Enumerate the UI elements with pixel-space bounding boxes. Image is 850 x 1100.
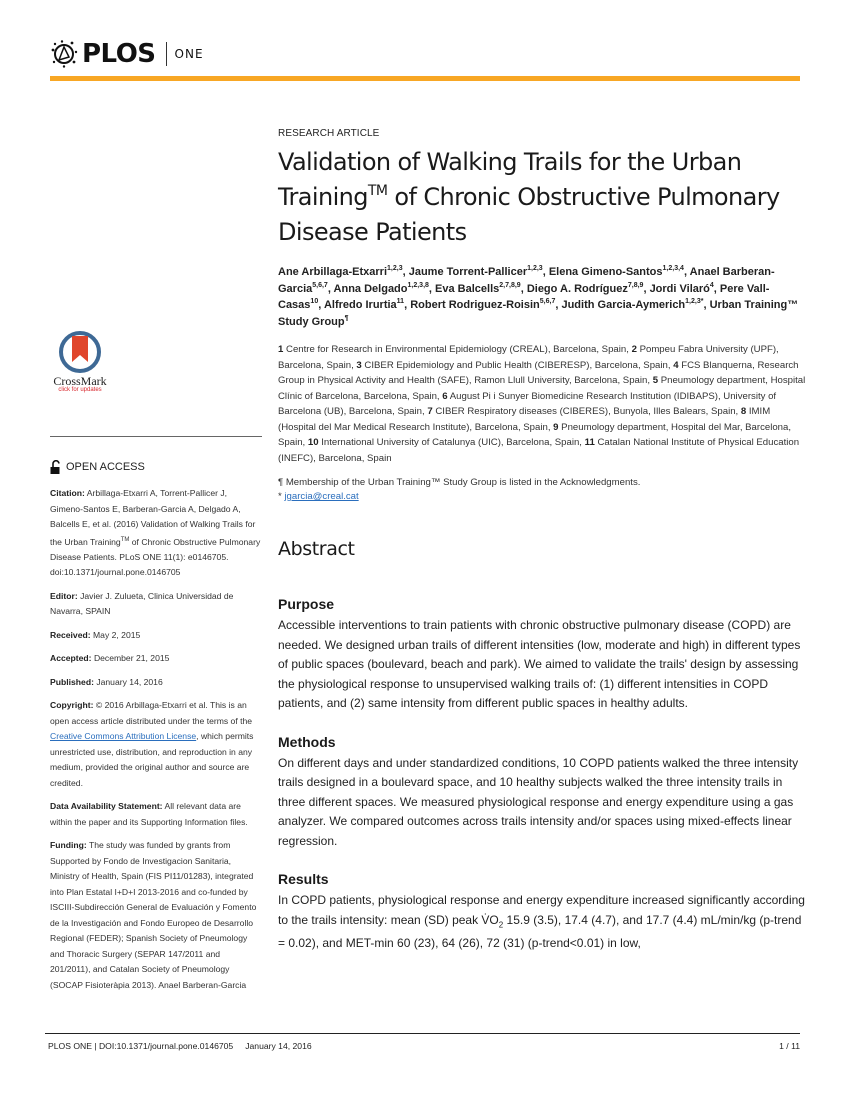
article-type: RESEARCH ARTICLE [278,128,380,139]
trademark: TM [367,183,388,199]
author-affiliation-refs: 11 [396,298,405,305]
results-text-part: In COPD patients, physiological response and energy expenditure increased significantly according to the trails intensity: mean (SD) peak V̇O [278,893,805,927]
affiliation-text: CIBER Respiratory diseases (CIBERES), Bunyola, Illes Balears, Spain, [435,406,739,417]
editor [50,589,262,620]
affiliation-number: 8 [740,406,747,417]
crossmark-icon [58,330,102,374]
author-name: Ane Arbillaga-Etxarri [278,266,388,278]
author-name: Jordi Vilaró [649,282,710,295]
funding-label: Funding: [50,840,87,851]
published-date: January 14, 2016 [96,676,163,687]
open-lock-icon [50,460,62,474]
subscript: 2 [498,919,504,929]
copyright [50,698,262,791]
author-list: Ane Arbillaga-Etxarri$^{1,2,3}$, Jaume Torrent-Pallicer$^{1,2,3}$, Elena Gimeno-Santos$^{1,2,3,4}$, Anael Barberan-Garcia$^{5,6,7}$, Anna Delgado$^{1,2,3,8}$, Eva Balcells$^{2,7,8,9}$, Diego A. Rodríguez$^{7,8,9}$, Jordi Vilaró$^4$, Pere Vall-Casas$^{10}$, Alfredo Irurtia$^{11}$, Robert Rodriguez-Roisin$^{5,6,7}$, Judith Garcia-Aymerich$^{1,2,3*}$, Urban Training™ Study Group¶ [278,265,799,328]
affiliation-number: 4 [673,359,679,371]
author-affiliation-refs: 1,2,3,4 [662,265,684,272]
affiliation-number: 9 [553,421,559,433]
affiliation [278,344,629,355]
footer-journal-doi: PLOS ONE | DOI:10.1371/journal.pone.0146705 [48,1041,234,1051]
asterisk: * [278,491,285,502]
published [50,675,262,691]
purpose-heading: Purpose [278,596,335,612]
author [527,283,644,295]
author-name: Eva Balcells [435,282,500,295]
footer-date: January 14, 2016 [245,1041,312,1051]
author-affiliation-refs: 4 [709,281,714,289]
author-affiliation-refs: 7,8,9 [627,281,644,289]
crossmark-sublabel: click for updates [58,387,102,393]
author-name: Jaume Torrent-Pallicer [408,266,528,278]
methods-text: On different days and under standardized conditions, 10 COPD patients walked the three intensity trails designed in a boulevard space, and 10 healthy subjects walked the three intensity trails in three different spaces. We measured physiological response and energy expenditure using a gas analyzer. We compared outcomes across trails intensity and/or spaces using mixed-effects linear regression. [278,755,799,848]
journal-name: ONE [174,47,204,61]
license-link[interactable]: Creative Commons Attribution License [50,731,197,742]
published-label: Published: [50,676,94,687]
author-name: Alfredo Irurtia [323,299,397,311]
citation-text: Arbillaga-Etxarri A, Torrent-Pallicer J, Gimeno-Santos E, Barberan-Garcia A, Delgado A, Balcells E, et al. (2016) Validation of Walking Trails for the Urban Training [50,488,256,547]
author-affiliation-refs: 5,6,7 [312,281,328,289]
page-footer [48,1041,800,1051]
affiliation-text: Pompeu Fabra University (UPF), Barcelona, Spain, [278,344,779,371]
affiliation-text: August Pi i Sunyer Biomedicine Research Institution (IDIBAPS), University of Barcelona (UB), Barcelona, Spain, [278,390,777,417]
methods-heading: Methods [278,733,336,750]
footer-left [48,1041,312,1051]
title-part: Validation of Walking Trails for the Urban Training [278,148,742,211]
copyright-text-cont: , which permits unrestricted use, distribution, and reproduction in any medium, provided the original author and source are credited. [50,731,254,788]
author-affiliation-refs: 2,7,8,9 [499,281,521,289]
author-name: Urban Training™ Study Group [278,299,799,328]
received-label: Received: [50,629,91,640]
author [409,266,543,278]
open-access-badge [50,460,145,474]
article-title [278,145,808,250]
accepted [50,651,262,667]
results-text [278,891,808,954]
author-name: Diego A. Rodríguez [526,282,628,295]
affiliation-text: Pneumology department, Hospital del Mar, Barcelona, Spain, [278,421,792,448]
author [334,283,429,295]
crossmark-button[interactable] [50,330,110,393]
affiliation [427,406,738,417]
citation-text-cont: of Chronic Obstructive Pulmonary Disease Patients. PLoS ONE 11(1): e0146705. doi:10.1371/journal.pone.0146705 [50,536,261,578]
affiliation-text: Pneumology department, Hospital Clínic of Barcelona, Barcelona, Spain, [278,375,806,402]
corresponding-author [278,490,808,504]
abstract-heading: Abstract [278,538,355,560]
crossmark-label: CrossMark [53,374,107,388]
affiliation-text: International University of Catalunya (UIC), Barcelona, Spain, [321,437,582,448]
footer-divider [45,1033,800,1034]
affiliation-text: FCS Blanquerna, Research Group in Physical Activity and Health (SAFE), Ramon Llull University, Barcelona, Spain, [278,359,799,386]
accepted-date: December 21, 2015 [93,653,170,664]
author-affiliation-refs: 1,2,3,8 [407,281,429,289]
author [650,283,714,295]
plos-logo[interactable] [50,36,204,72]
author-notes [278,476,808,504]
author-affiliation-refs: 1,2,3 [685,298,701,305]
funding-text: The study was funded by grants from Supported by Fondo de Investigacion Sanitaria, Ministry of Health, Spain (FIS PI11/01283), integrated into Plan Estatal I+D+I 2013-2016 and co-funded by ISCIII-Subdirección General de Evaluación y Fomento de la Investigación and Fondo Europeo de Desarrollo Regional (FEDER); Spanish Society of Pneumology and Thoracic Surgery (SEPAR 147/2011 and 201/2011), and Catalan Society of Pneumology (SOCAP Fisioteràpia 2013). Anael Barberan-Garcia [50,840,257,990]
logo-divider [166,42,167,66]
author-affiliation-refs: 1,2,3 [527,265,543,272]
funding [50,838,262,993]
affiliation-number: 5 [652,375,659,386]
article-metadata [50,486,262,1001]
citation [50,486,262,581]
author [410,299,555,311]
page-number: 1 / 11 [779,1041,800,1051]
copyright-text: © 2016 Arbillaga-Etxarri et al. This is an open access article distributed under the terms of the [50,700,253,726]
author [278,266,403,278]
author-name: Elena Gimeno-Santos [548,266,663,278]
author-name: Anna Delgado [333,282,408,295]
copyright-label: Copyright: [50,700,94,711]
accent-bar [50,76,800,81]
membership-note: ¶ Membership of the Urban Training™ Study Group is listed in the Acknowledgments. [278,477,641,488]
author-affiliation-refs: 1,2,3 [387,265,403,272]
author [324,299,404,311]
trademark: TM [120,536,130,543]
results-text-cont: 15.9 (3.5), 17.4 (4.7), and 17.7 (4.4) mL/min/kg (p-trend = 0.02), and MET-min 60 (23), 64 (26), 72 (31) (p-trend<0.01) in low, [278,912,802,951]
author-name: Pere Vall-Casas [278,282,770,311]
citation-label: Citation: [50,488,85,498]
affiliation-text: Catalan National Institute of Physical Education (INEFC), Barcelona, Spain [278,437,800,464]
affiliation [356,360,670,371]
affiliation-text: CIBER Epidemiology and Public Health (CIBERESP), Barcelona, Spain, [364,359,671,371]
author-affiliation-refs: 5,6,7 [539,298,556,305]
affiliation-number: 6 [442,390,448,402]
author [435,283,521,295]
affiliation-number: 7 [427,406,433,417]
email-link[interactable]: jgarcia@creal.cat [284,491,359,502]
author [549,266,684,278]
data-availability-text: All relevant data are within the paper and its Supporting Information files. [50,801,248,827]
affiliation-number: 1 [278,344,284,355]
affiliation-number: 11 [584,437,595,448]
affiliation-text: Centre for Research in Environmental Epidemiology (CREAL), Barcelona, Spain, [286,344,629,355]
author-affiliation-refs: ¶ [344,314,349,322]
affiliation-number: 3 [356,359,362,371]
author: Judith Garcia-Aymerich$^{1,2,3*}$ [561,298,704,311]
purpose-text: Accessible interventions to train patients with chronic obstructive pulmonary disease (COPD) are needed. We designed urban trails of different intensities (low, moderate and high) in different types of public spaces (boulevard, beach and park). We aimed to validate the trails' design by assessing the physiological response to unsupervised walking trails of: (1) different intensities in COPD patients, and (2) same intensity from different public spaces in healthy adults. [278,618,801,710]
sidebar [50,330,262,990]
author-name: Judith Garcia-Aymerich [561,299,686,311]
received-date: May 2, 2015 [93,629,141,640]
author-name: Anael Barberan-Garcia [278,266,775,295]
received [50,628,262,644]
data-availability-label: Data Availability Statement: [50,801,163,812]
results-heading: Results [278,871,329,887]
affiliation-text: IMIM (Hospital del Mar Medical Research Institute), Barcelona, Spain, [278,406,771,433]
article-main [278,128,808,954]
title-part-cont: of Chronic Obstructive Pulmonary Disease Patients [278,183,780,246]
affiliation [308,437,582,448]
journal-header [50,36,800,86]
editor-text: Javier J. Zulueta, Clinica Universidad de Navarra, SPAIN [50,590,234,617]
open-access-label: OPEN ACCESS [66,461,145,473]
sidebar-divider [50,436,262,437]
affiliation-number: 2 [631,344,637,355]
logo-text: PLOS [82,39,156,69]
data-availability [50,799,262,830]
author-affiliation-refs: 10 [310,298,319,305]
affiliation-number: 10 [307,437,319,448]
author-name: Robert Rodriguez-Roisin [410,299,540,311]
plos-globe-icon [50,40,78,68]
editor-label: Editor: [50,590,78,601]
affiliations [278,342,808,466]
accepted-label: Accepted: [50,653,92,664]
